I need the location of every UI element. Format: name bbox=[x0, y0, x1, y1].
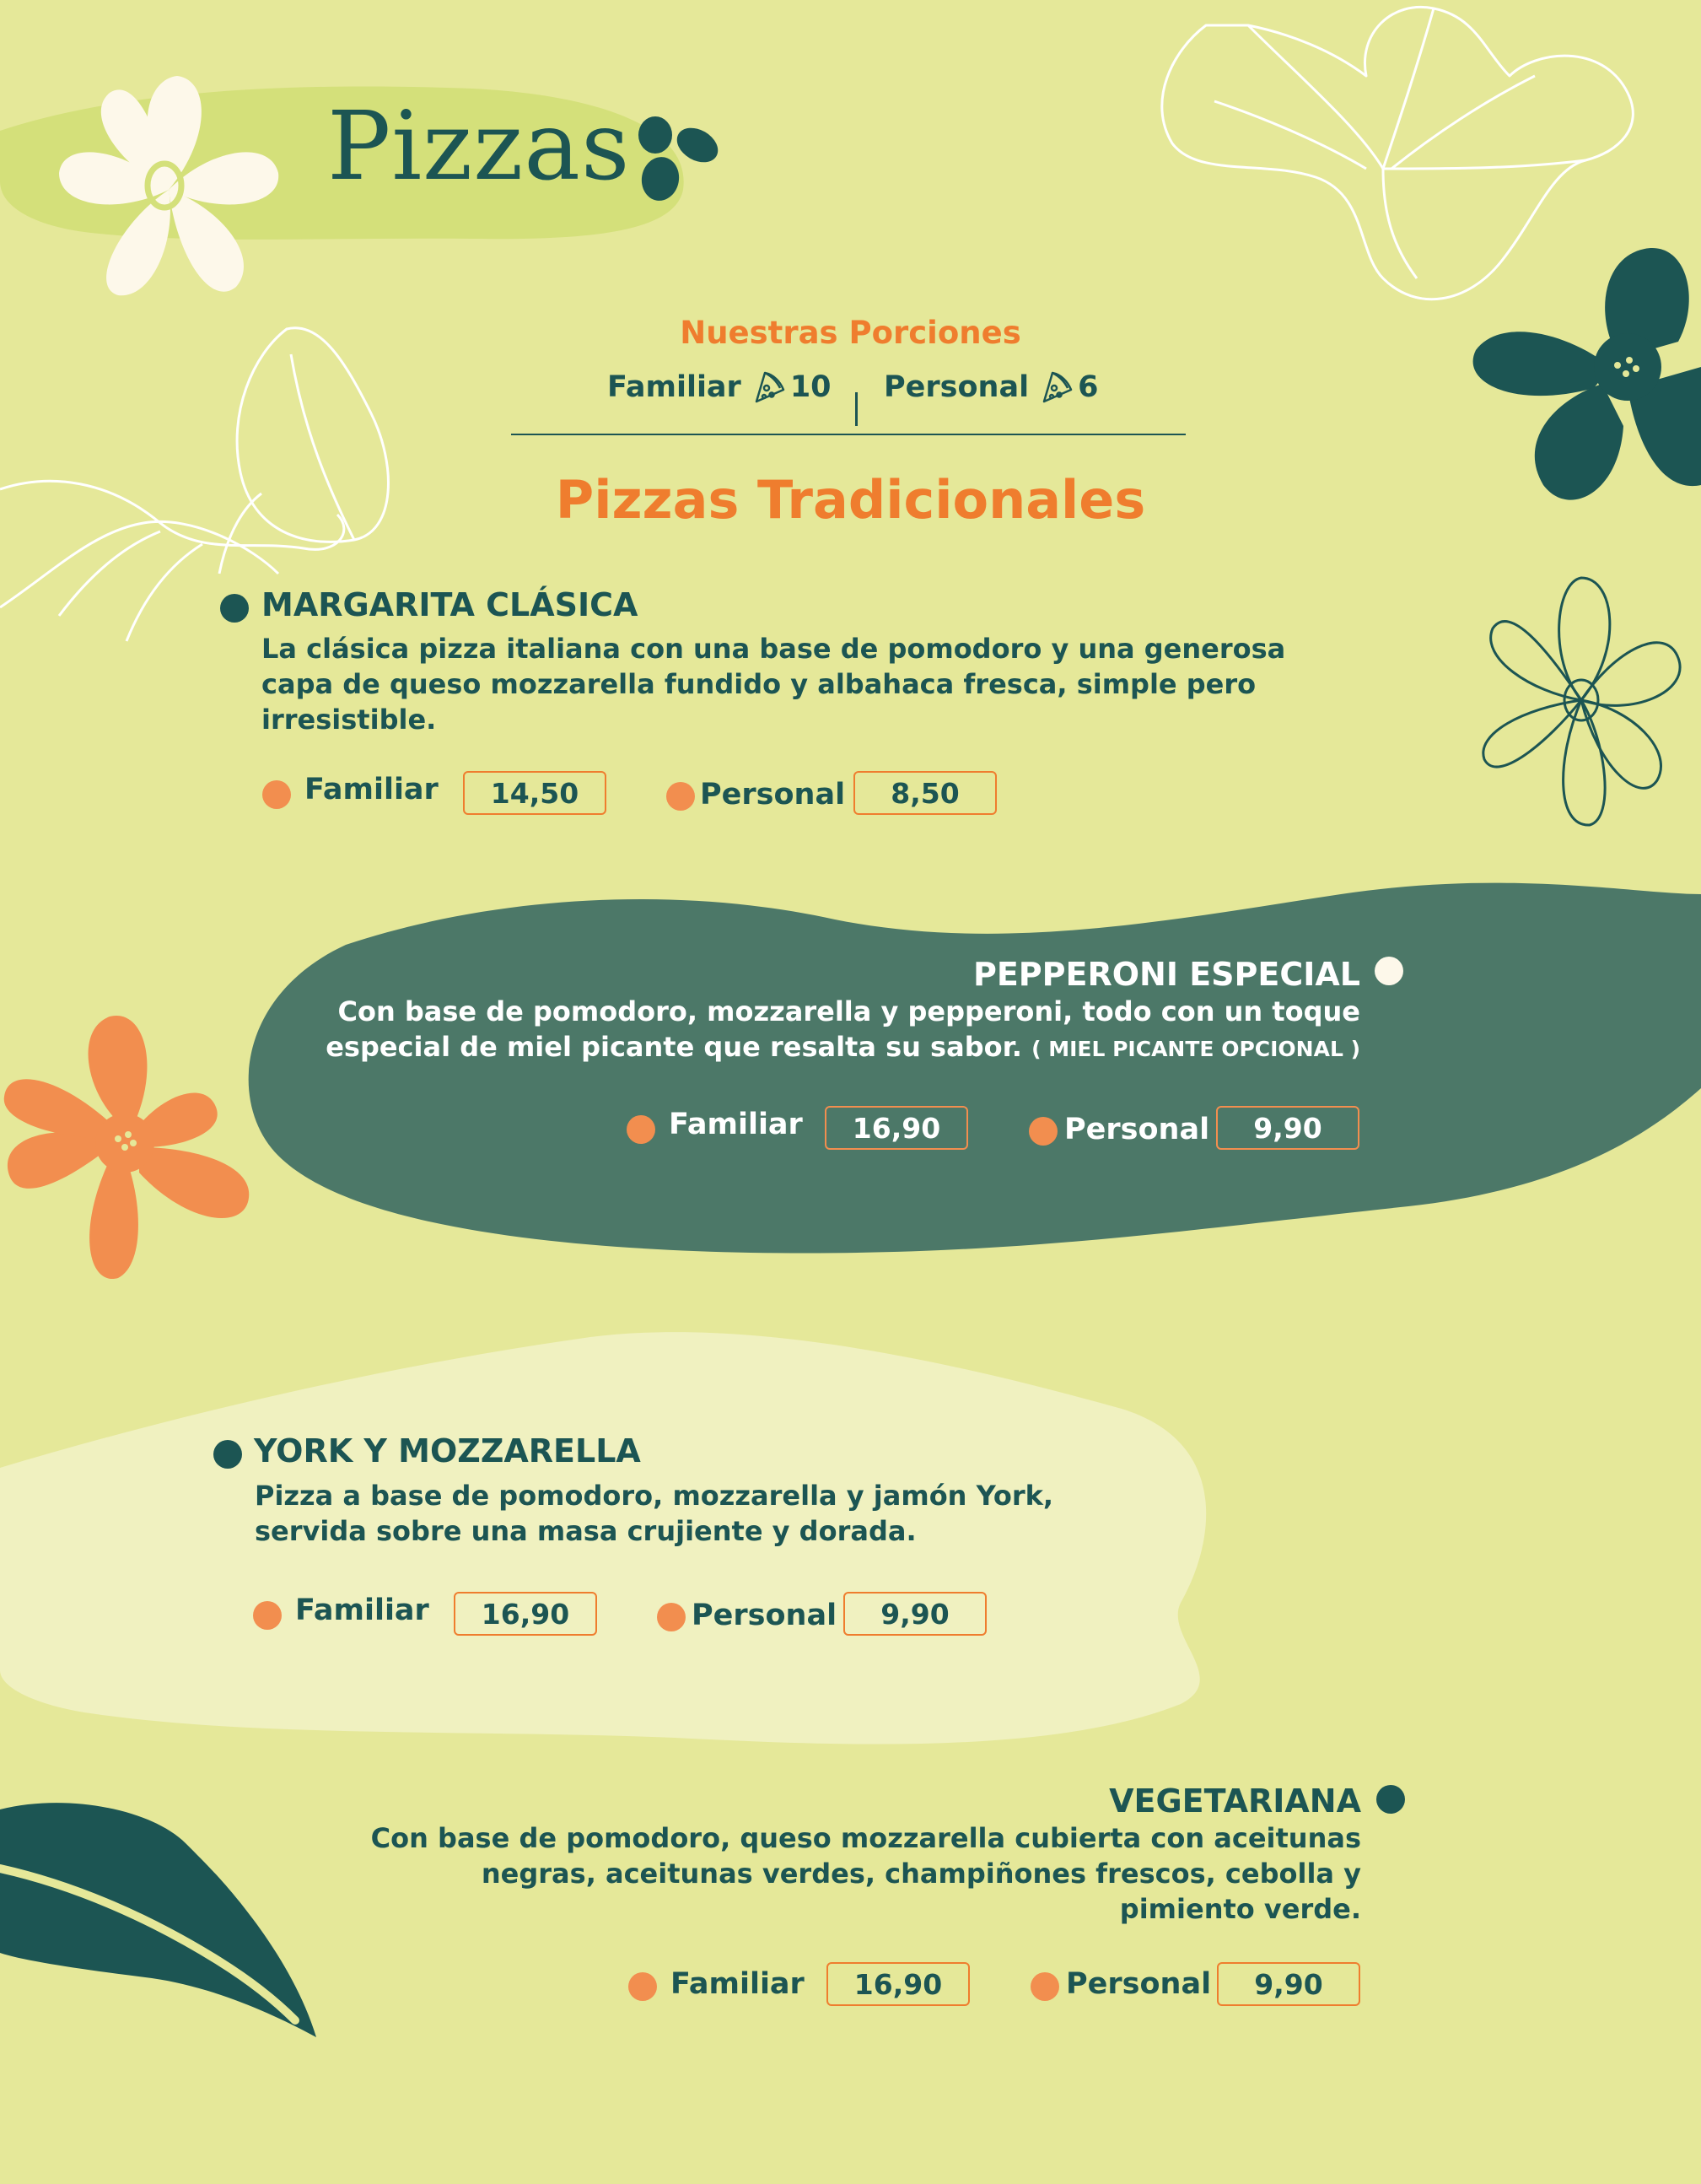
bullet-dot bbox=[213, 1440, 242, 1469]
bullet-dot bbox=[1376, 1785, 1405, 1814]
portion-familiar-count: 10 bbox=[789, 370, 832, 404]
size-dot-personal bbox=[1029, 1117, 1058, 1146]
pizza-description-vegetariana: Con base de pomodoro, queso mozzarella cubierta con aceitunas negras, aceitunas verdes, champiñones frescos, cebolla y pimiento verde. bbox=[370, 1822, 1361, 1925]
pizza-name-york: YORK Y MOZZARELLA bbox=[254, 1432, 641, 1469]
price-familiar-margarita: 14,50 bbox=[463, 771, 606, 815]
price-personal-york: 9,90 bbox=[843, 1592, 987, 1636]
pizza-slice-icon bbox=[753, 369, 785, 403]
leaf-dots-icon bbox=[637, 111, 721, 204]
price-personal-pepperoni: 9,90 bbox=[1216, 1106, 1359, 1150]
pizza-description-pepperoni: Con base de pomodoro, mozzarella y pepperoni, todo con un toque especial de miel picante que resalta su sabor. ( MIEL PICANTE OPCIONAL ) bbox=[326, 995, 1360, 1063]
portion-personal bbox=[884, 369, 1098, 404]
portions-title: Nuestras Porciones bbox=[680, 315, 1021, 351]
bullet-dot bbox=[1375, 957, 1403, 985]
portion-personal-label: Personal bbox=[884, 370, 1030, 404]
size-dot-familiar bbox=[628, 1972, 657, 2001]
size-dot-personal bbox=[657, 1603, 686, 1631]
pizza-name-pepperoni: PEPPERONI ESPECIAL bbox=[973, 956, 1360, 993]
price-familiar-pepperoni: 16,90 bbox=[825, 1106, 968, 1150]
optional-note: ( MIEL PICANTE OPCIONAL ) bbox=[1031, 1037, 1360, 1061]
size-label-familiar: Familiar bbox=[304, 773, 439, 806]
outline-flower-icon bbox=[1480, 574, 1682, 827]
price-familiar-vegetariana: 16,90 bbox=[826, 1962, 970, 2006]
section-divider bbox=[511, 434, 1186, 435]
pizza-description-york: Pizza a base de pomodoro, mozzarella y jamón York, servida sobre una masa crujiente y dorada. bbox=[255, 1480, 1054, 1547]
size-dot-personal bbox=[666, 782, 695, 811]
size-label-personal: Personal bbox=[1064, 1113, 1210, 1146]
size-label-personal: Personal bbox=[1066, 1967, 1212, 2001]
pizza-slice-icon bbox=[1041, 369, 1073, 403]
pizza-name-vegetariana: VEGETARIANA bbox=[1109, 1782, 1361, 1820]
size-label-familiar: Familiar bbox=[670, 1967, 805, 2001]
portion-familiar bbox=[607, 369, 832, 404]
bullet-dot bbox=[220, 594, 249, 623]
size-label-personal: Personal bbox=[700, 778, 846, 812]
price-familiar-york: 16,90 bbox=[454, 1592, 597, 1636]
portion-divider bbox=[855, 392, 858, 426]
size-dot-familiar bbox=[253, 1601, 282, 1630]
price-personal-vegetariana: 9,90 bbox=[1217, 1962, 1360, 2006]
portion-familiar-label: Familiar bbox=[607, 370, 741, 404]
section-title: Pizzas Tradicionales bbox=[555, 469, 1146, 531]
size-label-familiar: Familiar bbox=[669, 1108, 803, 1141]
price-personal-margarita: 8,50 bbox=[853, 771, 997, 815]
page-title: Pizzas bbox=[327, 92, 631, 202]
size-dot-familiar bbox=[627, 1115, 655, 1144]
white-flower-icon bbox=[55, 72, 283, 308]
pizza-description-margarita: La clásica pizza italiana con una base de pomodoro y una generosa capa de queso mozzarella fundido y albahaca fresca, simple pero irresistible. bbox=[261, 633, 1286, 736]
size-dot-personal bbox=[1031, 1972, 1059, 2001]
size-label-familiar: Familiar bbox=[295, 1594, 429, 1627]
size-label-personal: Personal bbox=[692, 1599, 837, 1632]
size-dot-familiar bbox=[262, 780, 291, 809]
pizza-name-margarita: MARGARITA CLÁSICA bbox=[261, 586, 638, 623]
portion-personal-count: 6 bbox=[1078, 370, 1099, 404]
